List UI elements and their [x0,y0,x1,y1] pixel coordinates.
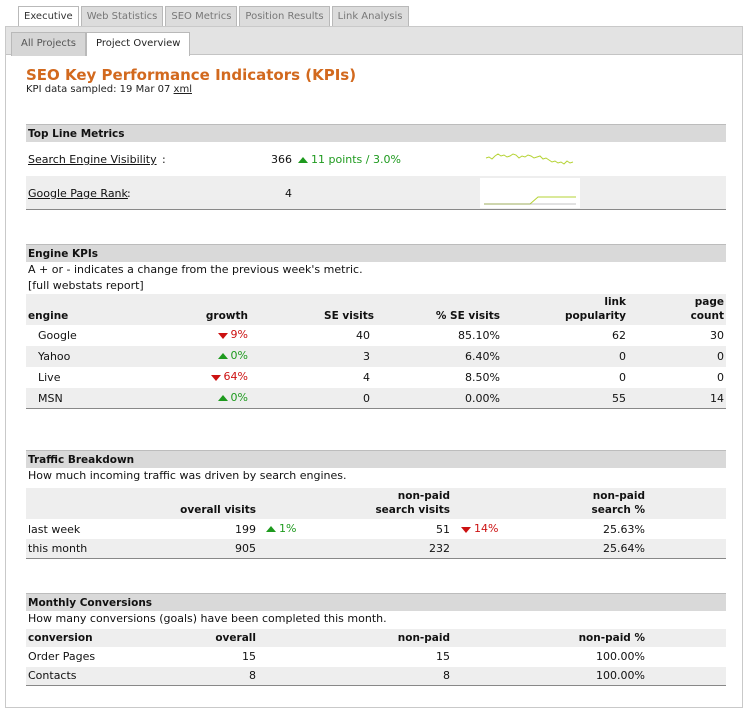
up-arrow-icon [266,526,276,532]
col-page-count-line1: page [694,296,724,308]
tab-executive[interactable]: Executive [18,6,79,27]
pagerank-row [26,176,726,210]
traffic-breakdown-section [26,450,726,559]
engine-name: Yahoo [38,350,71,363]
col-pct-se-visits: % SE visits [435,310,500,322]
conversion-pct: 100.00% [596,650,645,663]
engine-pct-se-visits: 6.40% [465,350,500,363]
down-arrow-icon [461,527,471,533]
traffic-label: last week [28,523,81,536]
engine-growth: 64% [176,370,248,383]
visibility-change: 11 points / 3.0% [298,153,401,166]
engine-row [26,325,726,346]
engine-se-visits: 3 [363,350,370,363]
top-tab-bar [18,6,409,26]
monthly-conversions-section [26,593,726,686]
pagerank-colon: : [127,187,131,200]
conversions-heading: Monthly Conversions [26,593,726,611]
engine-page-count: 0 [717,371,724,384]
down-arrow-icon [211,375,221,381]
pagerank-value: 4 [285,187,292,200]
col-nonpaid-line1: non-paid [397,490,450,502]
conversion-overall: 15 [242,650,256,663]
engine-name: Google [38,329,77,342]
up-arrow-icon [218,353,228,359]
visibility-sparkline [484,144,578,174]
engine-page-count: 0 [717,350,724,363]
down-arrow-icon [218,333,228,339]
engine-growth: 9% [176,328,248,341]
pagerank-sparkline [480,178,580,208]
conversions-header-row [26,629,726,647]
conversion-overall: 8 [249,669,256,682]
col-engine: engine [28,310,69,322]
engine-rows [26,325,726,409]
engine-row [26,388,726,409]
engine-se-visits: 4 [363,371,370,384]
col-link-popularity-line2: popularity [564,310,626,322]
sampled-line [26,84,192,95]
engine-link-popularity: 0 [619,371,626,384]
engine-pct-se-visits: 8.50% [465,371,500,384]
report-link-row [26,278,726,294]
sub-tab-bar [6,27,742,55]
engine-se-visits: 40 [356,329,370,342]
visibility-value: 366 [271,153,292,166]
conversion-label: Contacts [28,669,77,682]
traffic-header-row [26,488,726,519]
traffic-pct: 25.63% [603,523,645,536]
visibility-colon: : [162,153,166,166]
engine-kpis-heading: Engine KPIs [26,244,726,262]
engine-link-popularity: 0 [619,350,626,363]
traffic-row-this-month [26,539,726,559]
conversion-row-order-pages [26,647,726,667]
full-webstats-report-link[interactable]: [full webstats report] [28,279,144,292]
col-page-count-line2: count [690,310,724,322]
traffic-overall-change: 1% [266,522,296,535]
up-arrow-icon [298,157,308,163]
engine-pct-se-visits: 0.00% [465,392,500,405]
conversion-row-contacts [26,667,726,686]
traffic-pct: 25.64% [603,542,645,555]
engine-name: MSN [38,392,63,405]
col-growth: growth [205,310,248,322]
engine-se-visits: 0 [363,392,370,405]
engine-name: Live [38,371,61,384]
engine-row [26,367,726,388]
top-line-metrics-section [26,124,726,210]
col-se-visits: SE visits [324,310,374,322]
engine-page-count: 30 [710,329,724,342]
engine-row [26,346,726,367]
visibility-link[interactable]: Search Engine Visibility [28,153,157,166]
engine-growth: 0% [176,349,248,362]
engine-pct-se-visits: 85.10% [458,329,500,342]
engine-kpis-header-row [26,294,726,325]
col-nonpaid-pct-line2: search % [591,504,645,516]
traffic-nonpaid: 51 [436,523,450,536]
tab-position-results[interactable]: Position Results [239,6,329,26]
tab-seo-metrics[interactable]: SEO Metrics [165,6,237,26]
pagerank-link[interactable]: Google Page Rank [28,187,128,200]
traffic-overall: 199 [235,523,256,536]
conversion-nonpaid: 8 [443,669,450,682]
conversion-label: Order Pages [28,650,96,663]
page-title: SEO Key Performance Indicators (KPIs) [26,66,357,84]
engine-link-popularity: 62 [612,329,626,342]
col-conv-overall: overall [215,632,256,644]
tab-link-analysis[interactable]: Link Analysis [332,6,409,26]
col-overall-visits: overall visits [180,504,256,516]
traffic-nonpaid: 232 [429,542,450,555]
conversions-description: How many conversions (goals) have been completed this month. [28,612,387,625]
subtab-project-overview[interactable]: Project Overview [86,32,190,56]
traffic-label: this month [28,542,88,555]
col-link-popularity-line1: link [604,296,626,308]
engine-page-count: 14 [710,392,724,405]
col-conv-nonpaid: non-paid [397,632,450,644]
engine-kpis-section [26,244,726,409]
sampled-label: KPI data sampled: 19 Mar 07 [26,84,171,95]
engine-link-popularity: 55 [612,392,626,405]
col-conversion: conversion [28,632,93,644]
engine-kpis-description: A + or - indicates a change from the previous week's metric. [28,263,363,276]
traffic-nonpaid-change: 14% [461,522,498,535]
col-nonpaid-pct-line1: non-paid [592,490,645,502]
tab-web-statistics[interactable]: Web Statistics [81,6,164,26]
col-conv-nonpaid-pct: non-paid % [578,632,645,644]
col-nonpaid-line2: search visits [375,504,450,516]
conversion-pct: 100.00% [596,669,645,682]
xml-link[interactable]: xml [173,84,192,95]
visibility-row [26,142,726,176]
engine-growth: 0% [176,391,248,404]
conversion-nonpaid: 15 [436,650,450,663]
traffic-overall: 905 [235,542,256,555]
subtab-all-projects[interactable]: All Projects [11,32,86,56]
top-line-heading: Top Line Metrics [26,124,726,142]
traffic-heading: Traffic Breakdown [26,450,726,468]
up-arrow-icon [218,395,228,401]
traffic-row-last-week [26,519,726,539]
traffic-description: How much incoming traffic was driven by search engines. [28,469,347,482]
